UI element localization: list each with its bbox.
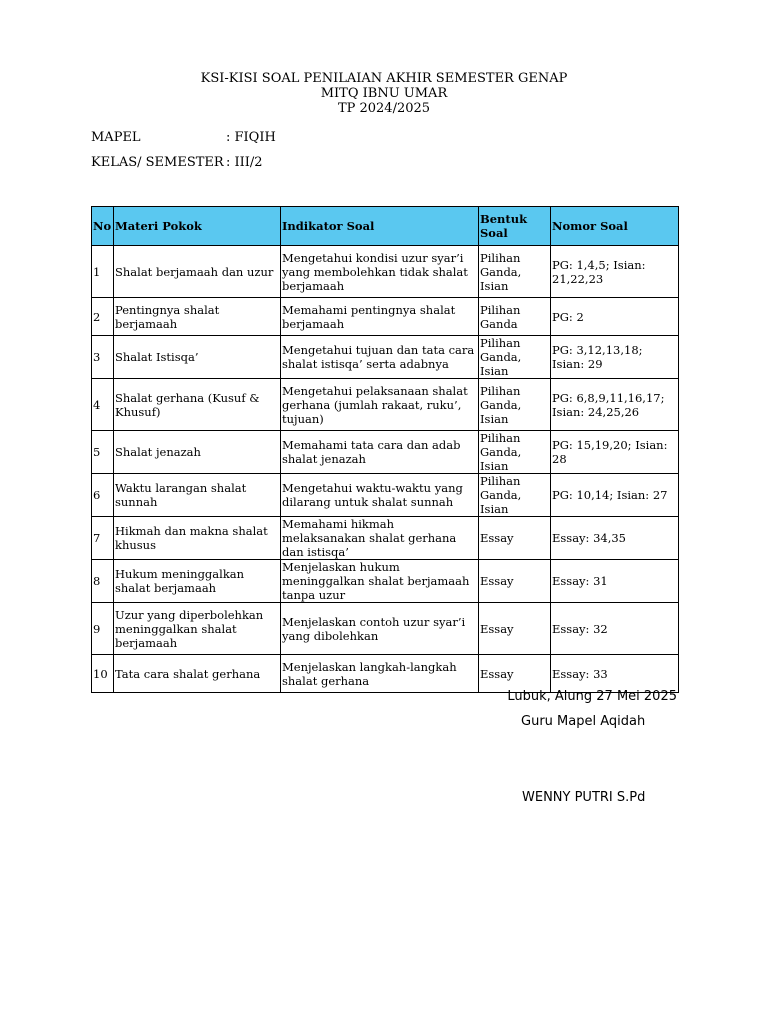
kelas-value: : III/2 xyxy=(226,155,263,170)
header-nomor-soal: Nomor Soal xyxy=(551,207,679,246)
cell-bentuk: Pilihan Ganda, Isian xyxy=(479,336,551,379)
cell-materi: Shalat jenazah xyxy=(114,431,281,474)
kelas-label: KELAS/ SEMESTER xyxy=(91,155,224,170)
cell-materi: Pentingnya shalat berjamaah xyxy=(114,298,281,336)
cell-nomor: PG: 3,12,13,18; Isian: 29 xyxy=(551,336,679,379)
signatory-name: WENNY PUTRI S.Pd xyxy=(522,790,646,805)
cell-indikator: Menjelaskan contoh uzur syar’i yang dibolehkan xyxy=(281,603,479,655)
cell-nomor: Essay: 34,35 xyxy=(551,517,679,560)
mapel-label: MAPEL xyxy=(91,130,141,145)
cell-indikator: Mengetahui waktu-waktu yang dilarang untuk shalat sunnah xyxy=(281,474,479,517)
cell-nomor: PG: 10,14; Isian: 27 xyxy=(551,474,679,517)
cell-nomor: PG: 6,8,9,11,16,17; Isian: 24,25,26 xyxy=(551,379,679,431)
cell-materi: Shalat Istisqa’ xyxy=(114,336,281,379)
place-date: Lubuk, Alung 27 Mei 2025 xyxy=(507,689,677,704)
cell-bentuk: Pilihan Ganda, Isian xyxy=(479,431,551,474)
header-no: No xyxy=(92,207,114,246)
doc-title: KSI-KISI SOAL PENILAIAN AKHIR SEMESTER GENAP xyxy=(200,71,568,86)
cell-nomor: PG: 15,19,20; Isian: 28 xyxy=(551,431,679,474)
cell-bentuk: Pilihan Ganda xyxy=(479,298,551,336)
school-name: MITQ IBNU UMAR xyxy=(320,86,448,101)
cell-no: 5 xyxy=(92,431,114,474)
table-row xyxy=(92,431,679,474)
cell-no: 10 xyxy=(92,655,114,693)
table-row xyxy=(92,560,679,603)
cell-indikator: Mengetahui kondisi uzur syar’i yang membolehkan tidak shalat berjamaah xyxy=(281,246,479,298)
cell-materi: Shalat berjamaah dan uzur xyxy=(114,246,281,298)
cell-nomor: PG: 2 xyxy=(551,298,679,336)
cell-bentuk: Essay xyxy=(479,517,551,560)
cell-no: 6 xyxy=(92,474,114,517)
cell-indikator: Menjelaskan langkah-langkah shalat gerhana xyxy=(281,655,479,693)
cell-no: 2 xyxy=(92,298,114,336)
mapel-value: : FIQIH xyxy=(226,130,276,145)
cell-bentuk: Pilihan Ganda, Isian xyxy=(479,246,551,298)
table-row xyxy=(92,379,679,431)
table-header-row xyxy=(92,207,679,246)
cell-nomor: Essay: 32 xyxy=(551,603,679,655)
cell-no: 1 xyxy=(92,246,114,298)
table-row xyxy=(92,336,679,379)
cell-indikator: Memahami pentingnya shalat berjamaah xyxy=(281,298,479,336)
cell-bentuk: Essay xyxy=(479,560,551,603)
cell-nomor: Essay: 33 xyxy=(551,655,679,693)
cell-bentuk: Essay xyxy=(479,603,551,655)
cell-indikator: Memahami hikmah melaksanakan shalat gerhana dan istisqa’ xyxy=(281,517,479,560)
table-row xyxy=(92,603,679,655)
table-row xyxy=(92,474,679,517)
signature-role: Guru Mapel Aqidah xyxy=(521,714,646,729)
cell-bentuk: Pilihan Ganda, Isian xyxy=(479,379,551,431)
header-materi-pokok: Materi Pokok xyxy=(114,207,281,246)
cell-no: 8 xyxy=(92,560,114,603)
cell-bentuk: Essay xyxy=(479,655,551,693)
cell-nomor: PG: 1,4,5; Isian: 21,22,23 xyxy=(551,246,679,298)
school-year: TP 2024/2025 xyxy=(337,101,431,116)
cell-indikator: Memahami tata cara dan adab shalat jenazah xyxy=(281,431,479,474)
header-indikator-soal: Indikator Soal xyxy=(281,207,479,246)
cell-materi: Hikmah dan makna shalat khusus xyxy=(114,517,281,560)
cell-materi: Tata cara shalat gerhana xyxy=(114,655,281,693)
cell-nomor: Essay: 31 xyxy=(551,560,679,603)
table-row xyxy=(92,517,679,560)
table-row xyxy=(92,246,679,298)
cell-indikator: Mengetahui pelaksanaan shalat gerhana (jumlah rakaat, ruku’, tujuan) xyxy=(281,379,479,431)
table-row xyxy=(92,655,679,693)
cell-no: 9 xyxy=(92,603,114,655)
cell-indikator: Mengetahui tujuan dan tata cara shalat istisqa’ serta adabnya xyxy=(281,336,479,379)
kisi-kisi-table xyxy=(91,206,679,693)
cell-materi: Waktu larangan shalat sunnah xyxy=(114,474,281,517)
cell-no: 4 xyxy=(92,379,114,431)
cell-no: 3 xyxy=(92,336,114,379)
cell-bentuk: Pilihan Ganda, Isian xyxy=(479,474,551,517)
cell-indikator: Menjelaskan hukum meninggalkan shalat berjamaah tanpa uzur xyxy=(281,560,479,603)
mapel-row xyxy=(91,130,276,145)
cell-materi: Hukum meninggalkan shalat berjamaah xyxy=(114,560,281,603)
cell-materi: Shalat gerhana (Kusuf & Khusuf) xyxy=(114,379,281,431)
kelas-row xyxy=(91,155,263,170)
table-row xyxy=(92,298,679,336)
cell-materi: Uzur yang diperbolehkan meninggalkan shalat berjamaah xyxy=(114,603,281,655)
cell-no: 7 xyxy=(92,517,114,560)
header-bentuk-soal: Bentuk Soal xyxy=(479,207,551,246)
